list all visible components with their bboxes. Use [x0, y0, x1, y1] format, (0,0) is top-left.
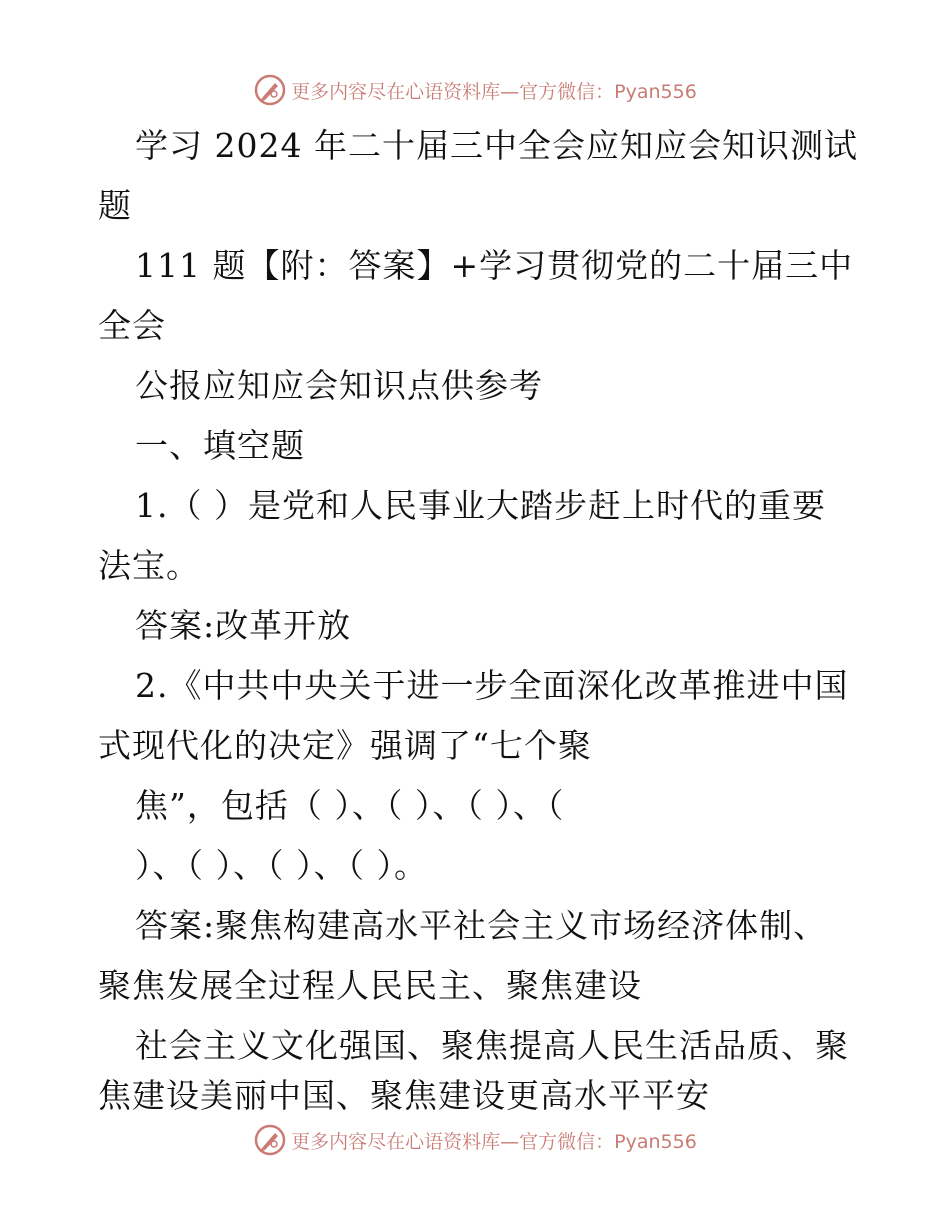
question-2-line-1: 2.《中共中央关于进一步全面深化改革推进中国 [135, 666, 849, 705]
answer-2-line-2: 聚焦发展全过程人民民主、聚焦建设 [98, 966, 642, 1005]
footer-watermark-text: 更多内容尽在心语资料库—官方微信：Pyan556 [291, 1130, 697, 1153]
answer-2-line-4: 焦建设美丽中国、聚焦建设更高水平平安 [98, 1076, 710, 1115]
question-1-line-1: 1.（ ）是党和人民事业大踏步赶上时代的重要 [135, 486, 826, 525]
section-heading: 一、填空题 [135, 426, 305, 465]
title-line-5: 公报应知应会知识点供参考 [135, 366, 543, 405]
answer-2-line-3: 社会主义文化强国、聚焦提高人民生活品质、聚 [135, 1026, 849, 1065]
pen-logo-icon [253, 1123, 287, 1157]
footer-watermark [0, 1120, 950, 1160]
question-2-line-3: 焦”，包括（ ）、（ ）、（ ）、（ [135, 786, 565, 825]
pen-logo-icon [253, 73, 287, 107]
question-1-line-2: 法宝。 [98, 546, 200, 585]
title-line-4: 全会 [98, 306, 166, 345]
header-watermark [0, 70, 950, 110]
header-watermark-text: 更多内容尽在心语资料库—官方微信：Pyan556 [291, 80, 697, 103]
title-line-1: 学习 2024 年二十届三中全会应知应会知识测试 [135, 126, 858, 165]
answer-2-line-1: 答案:聚焦构建高水平社会主义市场经济体制、 [135, 906, 828, 945]
title-line-2: 题 [98, 186, 132, 225]
question-2-line-2: 式现代化的决定》强调了“七个聚 [98, 726, 592, 765]
question-2-line-4: ）、（ ）、（ ）、（ ）。 [135, 846, 428, 885]
answer-1: 答案:改革开放 [135, 606, 352, 645]
title-line-3: 111 题【附：答案】+学习贯彻党的二十届三中 [135, 246, 854, 285]
